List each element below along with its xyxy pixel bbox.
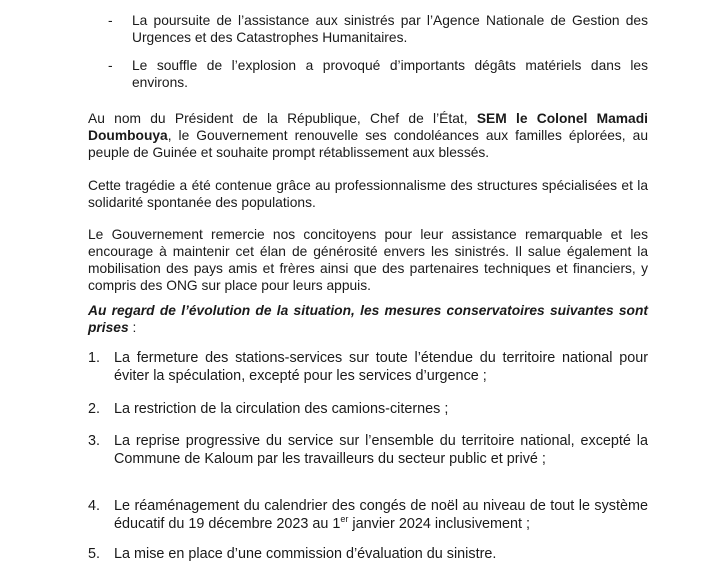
measure-item xyxy=(88,432,648,468)
measure-text: La mise en place d’une commission d’évaluation du sinistre. xyxy=(114,546,497,562)
bullet-list xyxy=(108,12,648,102)
thanks-paragraph: Le Gouvernement remercie nos concitoyens pour leur assistance remarquable et les encourage à maintenir cet élan de générosité envers les sinistrés. Il salue également la mobilisation des pays amis et frères ainsi que des partenaires techniques et financiers, y compris des ONG sur place pour leurs appuis. xyxy=(88,227,648,293)
measure-text-start: Le réaménagement du calendrier des congés de noël au niveau de tout le système éducatif du 19 décembre 2023 au 1 xyxy=(114,498,648,532)
president-name: SEM le Colonel Mamadi Doumbouya xyxy=(88,111,648,143)
condolences-paragraph xyxy=(88,110,648,161)
measure-text: La restriction de la circulation des camions-citernes ; xyxy=(114,401,449,417)
measures-intro xyxy=(88,302,648,336)
measure-number: 4. xyxy=(88,498,101,514)
measures-intro-colon: : xyxy=(128,320,137,335)
condolences-text-start: Au nom du Président de la République, Chef de l’État, xyxy=(88,111,477,126)
bullet-text: Le souffle de l’explosion a provoqué d’importants dégâts matériels dans les environs. xyxy=(132,58,648,90)
measure-item xyxy=(88,545,648,563)
condolences-text-end: , le Gouvernement renouvelle ses condoléances aux familles éplorées, au peuple de Guinée et souhaite prompt rétablissement aux blessés. xyxy=(88,128,648,160)
measure-text: La reprise progressive du service sur l’ensemble du territoire national, excepté la Commune de Kaloum par les travailleurs du secteur public et privé ; xyxy=(114,433,648,467)
containment-paragraph: Cette tragédie a été contenue grâce au professionnalisme des structures spécialisées et la solidarité spontanée des populations. xyxy=(88,178,648,210)
bullet-item xyxy=(108,57,648,91)
measures-intro-text: Au regard de l’évolution de la situation, les mesures conservatoires suivantes sont prises xyxy=(88,303,648,335)
measure-text xyxy=(88,497,648,533)
ordinal-superscript: er xyxy=(340,514,349,525)
measure-number: 3. xyxy=(88,433,101,449)
measure-item xyxy=(88,349,648,385)
measure-number: 2. xyxy=(88,401,101,417)
bullet-item xyxy=(108,12,648,46)
measure-text-end: janvier 2024 inclusivement ; xyxy=(348,516,531,532)
bullet-marker: - xyxy=(108,13,113,28)
measure-text: La fermeture des stations-services sur toute l’étendue du territoire national pour éviter la spéculation, excepté pour les services d’urgence ; xyxy=(114,350,648,384)
bullet-marker: - xyxy=(108,58,113,73)
measure-number: 1. xyxy=(88,350,101,366)
measure-item xyxy=(88,400,648,418)
measure-number: 5. xyxy=(88,546,101,562)
measure-item xyxy=(88,497,648,533)
bullet-text: La poursuite de l’assistance aux sinistrés par l’Agence Nationale de Gestion des Urgences et des Catastrophes Humanitaires. xyxy=(132,13,648,45)
